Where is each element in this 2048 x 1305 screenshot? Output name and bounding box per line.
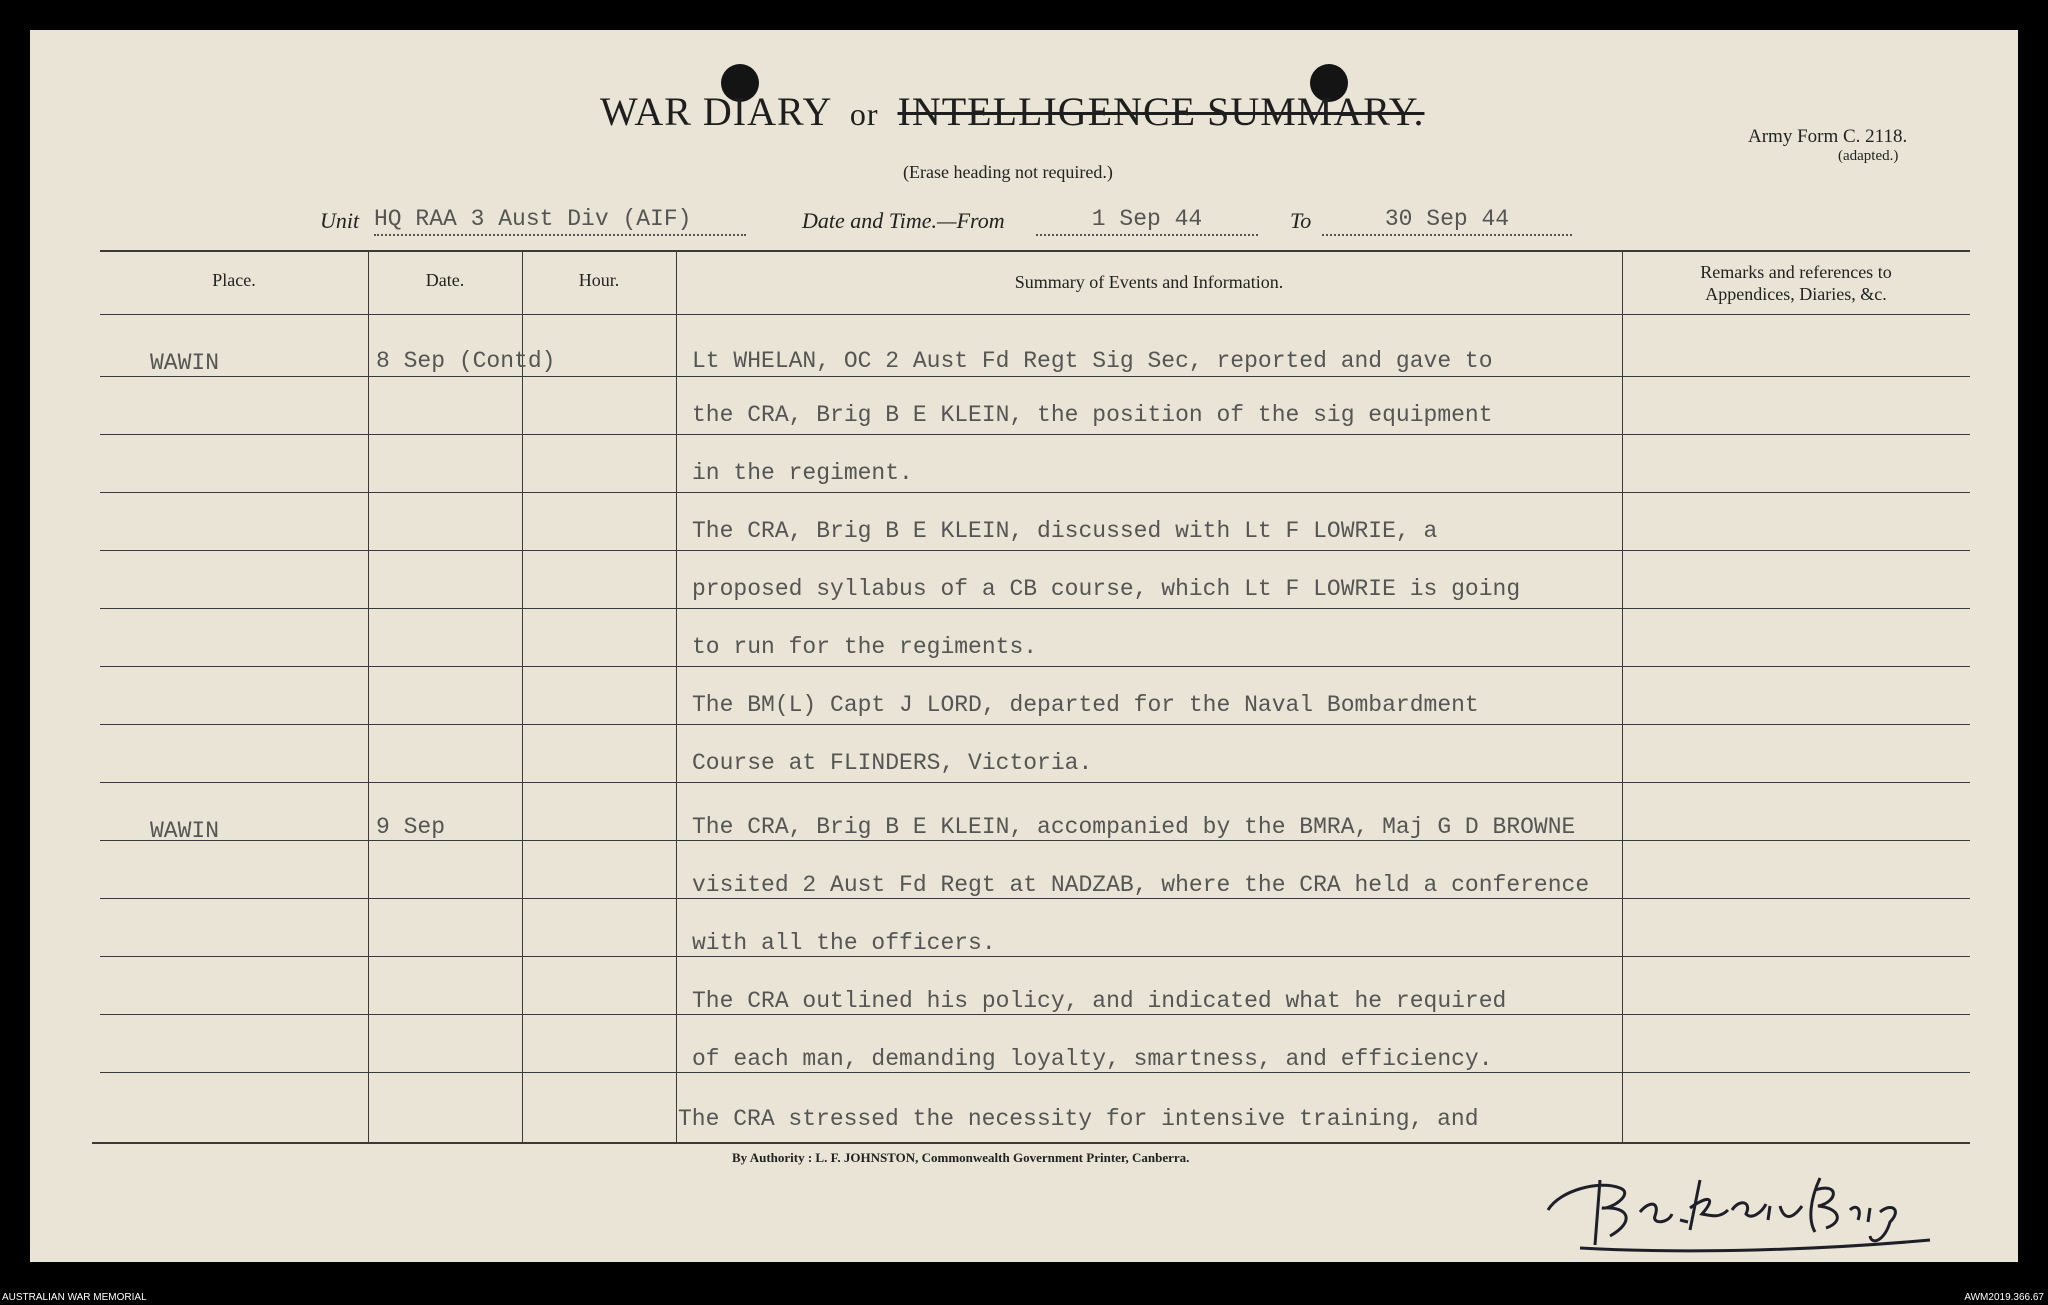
row-rule: [100, 492, 1970, 493]
row-rule: [100, 782, 1970, 783]
signature-graphic: [1540, 1150, 1940, 1260]
row-rule: [100, 1014, 1970, 1015]
entry-summary: The CRA outlined his policy, and indicated what he required: [692, 988, 1507, 1014]
entry-summary: with all the officers.: [692, 930, 996, 956]
entry-place: WAWIN: [150, 818, 220, 844]
column-header-remarks-line2: Appendices, Diaries, &c.: [1705, 284, 1887, 304]
row-rule: [100, 666, 1970, 667]
row-rule: [100, 550, 1970, 551]
table-bottom-rule: [92, 1142, 1970, 1144]
entry-summary: proposed syllabus of a CB course, which Lt F LOWRIE is going: [692, 576, 1521, 602]
column-header-date: Date.: [425, 270, 465, 290]
header-rule: [100, 314, 1970, 315]
entry-summary: The CRA, Brig B E KLEIN, discussed with Lt F LOWRIE, a: [692, 518, 1438, 544]
unit-label: Unit: [320, 208, 360, 233]
column-header-place: Place.: [212, 270, 256, 290]
authority-imprint: By Authority : L. F. JOHNSTON, Commonwealth Government Printer, Canberra.: [732, 1150, 1190, 1165]
form-number: Army Form C. 2118.: [1748, 126, 1908, 147]
row-rule: [100, 608, 1970, 609]
date-label: Date and Time.—From: [802, 208, 1005, 233]
row-rule: [100, 840, 1970, 841]
entry-date: 9 Sep: [376, 814, 446, 840]
row-rule: [100, 1072, 1970, 1073]
col-divider-place: [368, 252, 369, 1142]
entry-summary: The CRA, Brig B E KLEIN, accompanied by the BMRA, Maj G D BROWNE: [692, 814, 1576, 840]
row-rule: [100, 724, 1970, 725]
caption-accession: AWM2019.366.67: [1964, 1292, 2044, 1303]
form-title: [600, 88, 1424, 135]
caption-archive: AUSTRALIAN WAR MEMORIAL: [2, 1292, 147, 1303]
title-struck: INTELLIGENCE SUMMARY.: [897, 89, 1425, 134]
row-rule: [100, 376, 1970, 377]
unit-value: HQ RAA 3 Aust Div (AIF): [374, 206, 746, 236]
column-header-summary: Summary of Events and Information.: [1014, 272, 1284, 292]
column-header-hour: Hour.: [578, 270, 620, 290]
entry-summary: the CRA, Brig B E KLEIN, the position of the sig equipment: [692, 402, 1493, 428]
row-rule: [100, 956, 1970, 957]
row-rule: [100, 898, 1970, 899]
form-adapted: (adapted.): [1838, 148, 1899, 164]
entry-summary: Lt WHELAN, OC 2 Aust Fd Regt Sig Sec, reported and gave to: [692, 348, 1493, 374]
col-divider-hour: [676, 252, 677, 1142]
date-to: 30 Sep 44: [1322, 206, 1572, 236]
entry-place: WAWIN: [150, 350, 220, 376]
entry-summary: in the regiment.: [692, 460, 913, 486]
entry-summary: of each man, demanding loyalty, smartness, and efficiency.: [692, 1046, 1493, 1072]
diary-table: [70, 220, 1970, 1142]
entry-summary: visited 2 Aust Fd Regt at NADZAB, where the CRA held a conference: [692, 872, 1590, 898]
entry-summary: The BM(L) Capt J LORD, departed for the Naval Bombardment: [692, 692, 1479, 718]
row-rule: [100, 434, 1970, 435]
col-divider-date: [522, 252, 523, 1142]
date-from: 1 Sep 44: [1036, 206, 1258, 236]
to-label: To: [1290, 208, 1312, 233]
entry-summary: to run for the regiments.: [692, 634, 1038, 660]
table-top-rule: [100, 250, 1970, 252]
entry-summary: Course at FLINDERS, Victoria.: [692, 750, 1093, 776]
col-divider-summary: [1622, 252, 1623, 1142]
entry-date: 8 Sep (Contd): [376, 348, 556, 374]
form-subtitle: (Erase heading not required.): [903, 162, 1113, 182]
entry-summary: The CRA stressed the necessity for intensive training, and: [678, 1106, 1479, 1132]
title-main: WAR DIARY: [600, 89, 831, 134]
signature: [1540, 1150, 1940, 1265]
title-or: or: [849, 96, 879, 132]
column-header-remarks-line1: Remarks and references to: [1700, 262, 1892, 282]
